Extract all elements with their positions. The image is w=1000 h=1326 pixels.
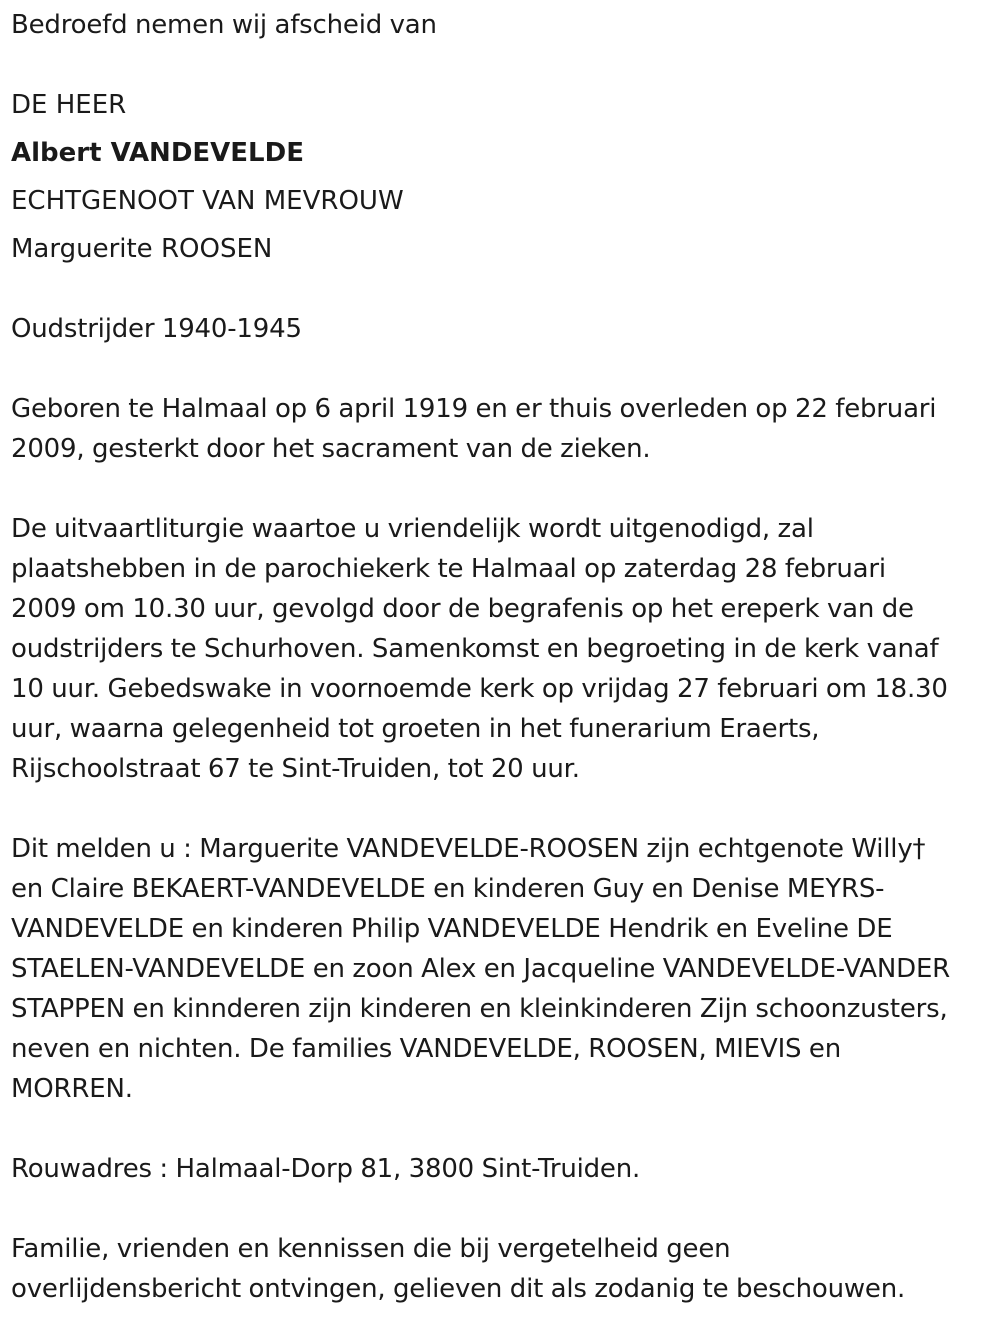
spacer [11, 789, 1000, 829]
funeral-line: uur, waarna gelegenheid tot groeten in het funerarium Eraerts, [11, 714, 820, 744]
spacer [11, 45, 1000, 85]
deceased-block [11, 85, 1000, 269]
veteran-text: Oudstrijder 1940-1945 [11, 314, 302, 344]
family-line: Dit melden u : Marguerite VANDEVELDE-ROOSEN zijn echtgenote Willy† [11, 834, 926, 864]
deceased-name: Albert VANDEVELDE [11, 138, 304, 168]
title-prefix: DE HEER [11, 90, 127, 120]
closing-line: Familie, vrienden en kennissen die bij vergetelheid geen [11, 1234, 731, 1264]
family-line: STAELEN-VANDEVELDE en zoon Alex en Jacqueline VANDEVELDE-VANDER [11, 954, 951, 984]
spacer [11, 1189, 1000, 1229]
family-line: MORREN. [11, 1074, 133, 1104]
spacer [11, 349, 1000, 389]
family-line: neven en nichten. De families VANDEVELDE, ROOSEN, MIEVIS en [11, 1034, 841, 1064]
funeral-line: 10 uur. Gebedswake in voornoemde kerk op vrijdag 27 februari om 18.30 [11, 674, 948, 704]
spacer [11, 269, 1000, 309]
family-line: VANDEVELDE en kinderen Philip VANDEVELDE Hendrik en Eveline DE [11, 914, 893, 944]
birth-death-text: Geboren te Halmaal op 6 april 1919 en er thuis overleden op 22 februari 2009, gesterkt door het sacrament van de zieken. [11, 394, 937, 464]
intro-text: Bedroefd nemen wij afscheid van [11, 10, 437, 40]
funeral-line: De uitvaartliturgie waartoe u vriendelijk wordt uitgenodigd, zal [11, 514, 814, 544]
funeral-line: 2009 om 10.30 uur, gevolgd door de begrafenis op het ereperk van de [11, 594, 914, 624]
funeral-line: plaatshebben in de parochiekerk te Halmaal op zaterdag 28 februari [11, 554, 886, 584]
spouse-name: Marguerite ROOSEN [11, 234, 273, 264]
spacer [11, 1109, 1000, 1149]
funeral-details [11, 509, 1000, 789]
family-announcement [11, 829, 1000, 1109]
funeral-line: oudstrijders te Schurhoven. Samenkomst en begroeting in de kerk vanaf [11, 634, 939, 664]
closing-note [11, 1229, 1000, 1309]
spacer [11, 469, 1000, 509]
funeral-line: Rijschoolstraat 67 te Sint-Truiden, tot 20 uur. [11, 754, 580, 784]
spouse-prefix: ECHTGENOOT VAN MEVROUW [11, 186, 404, 216]
closing-line: overlijdensbericht ontvingen, gelieven dit als zodanig te beschouwen. [11, 1274, 906, 1304]
family-line: en Claire BEKAERT-VANDEVELDE en kinderen Guy en Denise MEYRS- [11, 874, 885, 904]
family-line: STAPPEN en kinnderen zijn kinderen en kleinkinderen Zijn schoonzusters, [11, 994, 948, 1024]
mourning-address: Rouwadres : Halmaal-Dorp 81, 3800 Sint-Truiden. [11, 1154, 641, 1184]
